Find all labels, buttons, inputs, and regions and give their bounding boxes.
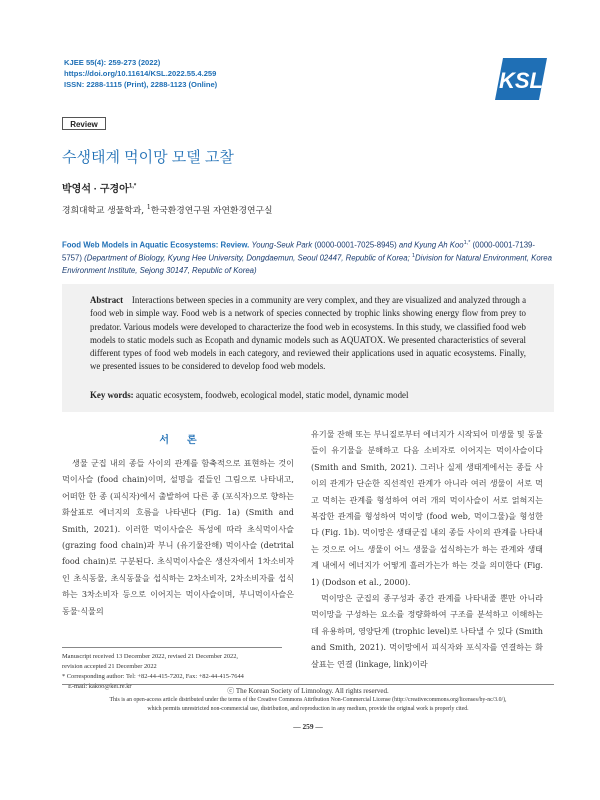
- license-text: [62, 696, 554, 713]
- author-superscript: 1,*: [128, 183, 137, 190]
- issn: ISSN: 2288-1115 (Print), 2288-1123 (Online): [64, 80, 218, 89]
- authors-korean-names: 박영석 · 구경아: [62, 184, 129, 195]
- page-number: — 259 —: [293, 722, 323, 731]
- copyright: ⓒ The Korean Society of Limnology. All rights reserved.: [227, 687, 389, 695]
- footer-divider: [62, 684, 554, 685]
- column-right: [311, 426, 543, 672]
- abstract: [90, 294, 526, 374]
- ksl-logo: [493, 56, 549, 102]
- affiliation-korean: [62, 203, 272, 216]
- author-english-1: Young-Seuk Park: [251, 240, 313, 250]
- footnote-divider: [62, 647, 282, 648]
- title-korean: 수생태계 먹이망 모델 고찰: [62, 149, 234, 166]
- section-heading: 서론: [159, 435, 215, 446]
- license-line: which permits unrestricted non-commercial use, distribution, and reproduction in any medium, provide the original work is properly cited.: [147, 705, 469, 712]
- affiliation-superscript: 1: [146, 204, 151, 212]
- paragraph: 생물 군집 내의 종들 사이의 관계를 함축적으로 표현하는 것이 먹이사슬 (food chain)이며, 설명을 곁들인 그림으로 나타내고, 어떠한 한 종 (피식자)에서 출발하여 다른 종 (포식자)으로 향하는 화살표로 에너지의 흐름을 나타낸다 (Fig. 1a) (Smith and Smith, 2021). 이러한 먹이사슬은 특성에 따라 초식먹이사슬 (grazing food chain)과 부니 (유기물잔해) 먹이사슬 (detrital food chain)로 구분된다. 초식먹이사슬은 생산자에서 1차소비자인 초식동물, 초식동물을 섭식하는 2차소비자, 2차소비자를 섭식하는 3차소비자 등으로 이어지는 먹이사슬이며, 부니먹이사슬은 동물·식물의: [62, 458, 294, 616]
- orcid-1[interactable]: (0000-0001-7025-8945): [314, 240, 397, 250]
- paragraph: 유기물 잔해 또는 부니질로부터 에너지가 시작되어 미생물 및 동물들이 유기물을 분해하고 다음 소비자로 이어지는 먹이사슬이다 (Smith and Smith, 2021). 그러나 실제 생태계에서는 종들 사이의 관계가 단순한 직선적인 관계가 아니라 여러 생물이 서로 먹고 먹히는 관계를 형성하여 여러 개의 먹이사슬이 서로 얽혀지는 복잡한 관계를 형성하여 먹이망 (food web, 먹이그물)을 형성한다 (Fig. 1b). 먹이망은 생태군집 내의 종들 사이의 관계를 나타내는 것으로 어느 생물이 어느 생물을 섭식하는가 하는 관계와 생태계 내에서 에너지가 어떻게 흘러가는가 하는 것을 의미한다 (Fig. 1) (Dodson et al., 2000).: [311, 429, 543, 587]
- logo-text: KSL: [499, 68, 543, 93]
- journal-info: [64, 57, 217, 90]
- english-title-block: [62, 238, 554, 277]
- footnote-line: Manuscript received 13 December 2022, revised 21 December 2022,: [62, 653, 239, 660]
- affiliation-english-2: Division for Natural Environment, Korea Environment Institute, Sejong 30147, Republic of Korea): [62, 253, 552, 275]
- journal-citation: KJEE 55(4): 259-273 (2022): [64, 58, 161, 67]
- keywords-label: Key words:: [90, 390, 134, 400]
- footnote-line: revision accepted 21 December 2022: [62, 663, 157, 670]
- affiliation-english-superscript: 1: [411, 253, 415, 260]
- article-type-badge: Review: [62, 117, 106, 130]
- footnote-email[interactable]: E-mail: kakoo@kei.re.kr: [68, 683, 132, 690]
- keywords-list: aquatic ecosystem, foodweb, ecological model, static model, dynamic model: [135, 390, 409, 400]
- license-line: This is an open-access article distributed under the terms of the Creative Commons Attribution Non-Commercial License (http://creativecommons.org/licenses/by-nc/3.0/),: [109, 697, 507, 703]
- and-text: and: [398, 240, 412, 250]
- doi-link[interactable]: https://doi.org/10.11614/KSL.2022.55.4.259: [64, 69, 217, 78]
- paragraph: 먹이망은 군집의 종구성과 종간 관계를 나타내줄 뿐만 아니라 먹이망을 구성하는 요소를 정량화하여 구조를 분석하고 이해하는 데 유용하며, 영양단계 (trophic level)로 나타낼 수 있다 (Smith and Smith, 2021). 먹이망에서 피식자와 포식자를 연결하는 화살표는 연결 (linkage, link)이라: [311, 593, 543, 669]
- column-left: [62, 455, 294, 619]
- affiliation-english-1: (Department of Biology, Kyung Hee University, Dongdaemun, Seoul 02447, Republic of Korea;: [84, 253, 410, 263]
- affiliation-korean-1: 경희대학교 생물학과,: [62, 206, 145, 216]
- orcid-2[interactable]: (0000-0001-7139-5757): [62, 240, 535, 263]
- author-english-2: Kyung Ah Koo: [414, 240, 464, 250]
- author-english-2-superscript: 1,*: [463, 240, 471, 246]
- abstract-label: Abstract: [90, 295, 124, 305]
- title-english: Food Web Models in Aquatic Ecosystems: Review.: [62, 240, 250, 250]
- affiliation-korean-2: 한국환경연구원 자연환경연구실: [150, 206, 273, 216]
- keywords: [90, 390, 526, 400]
- footnote-line: * Corresponding author: Tel: +82-44-415-7202, Fax: +82-44-415-7644: [62, 673, 244, 680]
- authors-korean: [62, 180, 136, 195]
- abstract-body: Interactions between species in a community are very complex, and they are visualized and analyzed through a food web in simple way. Food web is a network of species connected by trophic links showing energy flow from prey to predator. Various models were developed to characterize the food web in ecosystems. In this study, we classified food web models to static models such as Ecopath and dynamic models such as AQUATOX. We presented characteristics of several different types of food web models in each category, and reviewed their applications used in aquatic ecosystems. Finally, we presented issues to be considered to develop food web models.: [90, 295, 527, 372]
